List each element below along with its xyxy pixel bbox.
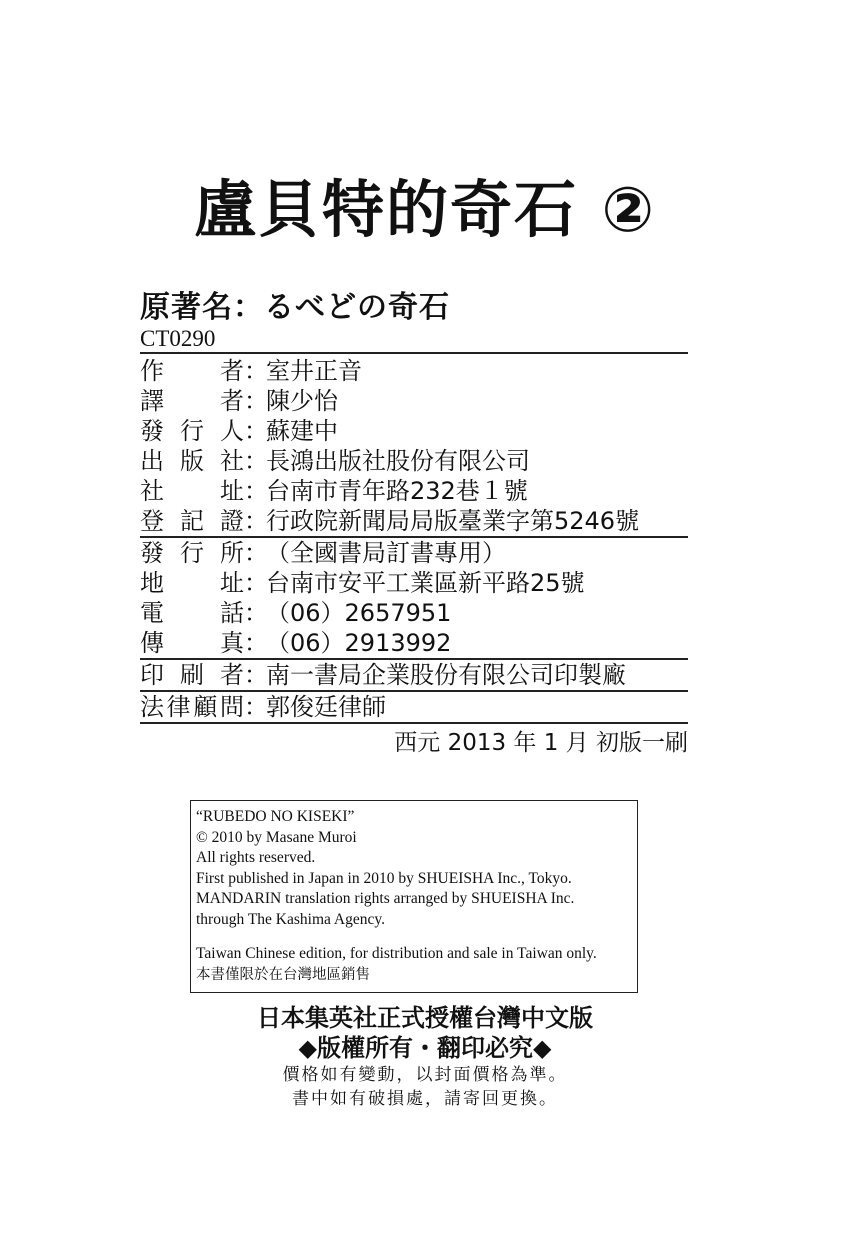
credit-label: 法律顧問 [140,693,244,721]
credit-colon: ： [244,629,268,657]
book-title: 盧貝特的奇石 ② [193,173,657,246]
credit-row-fax [140,628,688,660]
rights-line: through The Kashima Agency. [196,910,385,928]
credit-label: 印刷者 [140,661,244,689]
credit-value: （06）2657951 [266,599,452,627]
credit-colon: ： [244,569,268,597]
rights-line: Taiwan Chinese edition, for distribution and sale in Taiwan only. [196,945,597,962]
credits-block [140,356,688,724]
credit-value: 台南市青年路232巷１號 [266,477,528,505]
credit-value: 郭俊廷律師 [266,693,386,721]
credit-row-translator [140,386,688,416]
original-title: 原著名：るべどの奇石 [140,290,450,325]
credit-colon: ： [244,387,268,415]
copyright-notice: ◆版權所有・翻印必究◆ [298,1034,552,1062]
credit-colon: ： [244,357,268,385]
credit-value: 南一書局企業股份有限公司印製廠 [266,661,626,689]
rights-line: 本書僅限於在台灣地區銷售 [196,966,370,983]
credit-colon: ： [244,477,268,505]
credit-label: 地址 [140,569,244,597]
credit-label: 出版社 [140,447,244,475]
credit-row-phone [140,598,688,628]
credit-value: 台南市安平工業區新平路25號 [266,569,585,597]
credit-value: （全國書局訂書專用） [266,539,506,567]
credit-row-publisher-person [140,416,688,446]
credit-value: 蘇建中 [266,417,338,445]
credit-row-legal [140,692,688,724]
rights-line: © 2010 by Masane Muroi [196,828,357,846]
credit-colon: ： [244,539,268,567]
credit-label: 發行人 [140,417,244,445]
credit-row-printer [140,660,688,692]
rights-line: All rights reserved. [196,849,316,866]
edition-date: 西元 2013 年 1 月 初版一刷 [394,730,688,756]
rights-line: MANDARIN translation rights arranged by SHUEISHA Inc. [196,890,575,907]
credit-value: 長鴻出版社股份有限公司 [266,447,530,475]
book-code: CT0290 [140,326,688,354]
credit-label: 電話 [140,599,244,627]
credit-row-registration [140,506,688,538]
credit-colon: ： [244,599,268,627]
credit-label: 登記證 [140,507,244,535]
credit-row-distributor-address [140,568,688,598]
credit-row-distributor [140,538,688,568]
damage-note: 書中如有破損處，請寄回更換。 [292,1089,558,1109]
credit-colon: ： [244,507,268,535]
credit-colon: ： [244,661,268,689]
credit-label: 發行所 [140,539,244,567]
credit-value: （06）2913992 [266,629,452,657]
credit-value: 行政院新聞局局版臺業字第5246號 [266,507,640,535]
credit-colon: ： [244,417,268,445]
rights-box [190,800,638,993]
authorization-line: 日本集英社正式授權台灣中文版 [257,1004,593,1032]
credit-value: 室井正音 [266,357,362,385]
credit-row-author [140,356,688,386]
credit-value: 陳少怡 [266,387,338,415]
credit-row-publisher-address [140,476,688,506]
price-note: 價格如有變動，以封面價格為準。 [282,1065,568,1085]
credit-row-publisher [140,446,688,476]
credit-label: 作者 [140,357,244,385]
credit-label: 傳真 [140,629,244,657]
credit-label: 社址 [140,477,244,505]
rights-line: “RUBEDO NO KISEKI” [196,808,355,825]
credit-colon: ： [244,693,268,721]
rights-spacer [196,930,637,944]
credit-label: 譯者 [140,387,244,415]
rights-line: First published in Japan in 2010 by SHUEISHA Inc., Tokyo. [196,869,572,887]
credit-colon: ： [244,447,268,475]
